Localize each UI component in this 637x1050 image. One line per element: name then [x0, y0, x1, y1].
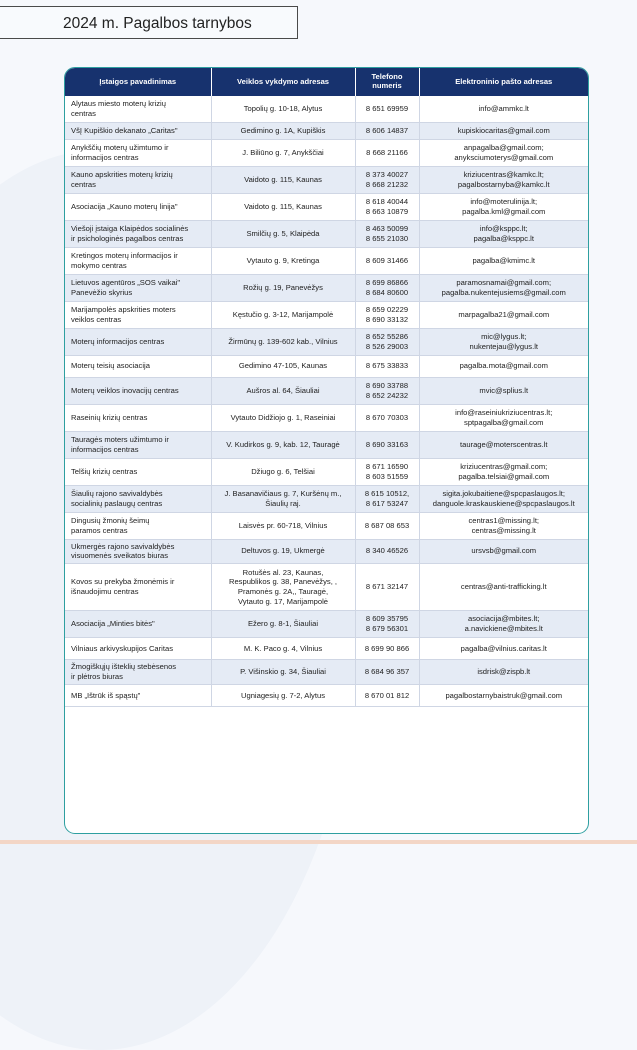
email-link[interactable]: a.navickiene@mbites.lt [464, 624, 543, 634]
phone-cell [355, 512, 419, 539]
institution-name-cell [65, 539, 211, 564]
email-link[interactable]: isdrisk@zispb.lt [477, 667, 531, 677]
email-link[interactable]: nukentejau@lygus.lt [469, 341, 538, 351]
address-line: Žirmūnų g. 139-602 kab., Vilnius [228, 336, 338, 346]
phone-cell [355, 247, 419, 274]
phones-line: 8 526 29003 [365, 341, 409, 351]
table-row [65, 355, 588, 377]
table-row [65, 512, 588, 539]
address-cell [211, 377, 355, 404]
table-header-row [65, 68, 588, 96]
name-line: Telšių krizių centras [71, 466, 138, 476]
name-line: Moterų teisių asociacija [71, 361, 150, 371]
phone-cell [355, 458, 419, 485]
address-cell [211, 458, 355, 485]
email-link[interactable]: pagalba@kmimc.lt [472, 255, 536, 265]
name-line: centras [71, 179, 96, 189]
name-line: VšĮ Kupiškio dekanato „Caritas" [71, 125, 178, 135]
phones-line: 8 663 10879 [365, 206, 409, 216]
phone-cell [355, 220, 419, 247]
address-line: V. Kudirkos g. 9, kab. 12, Tauragė [226, 439, 340, 449]
phones-line: 8 684 80600 [365, 287, 409, 297]
email-link[interactable]: kriziucentras@gmail.com; [460, 461, 548, 471]
institution-name-cell [65, 220, 211, 247]
phone-cell [355, 274, 419, 301]
table-row [65, 96, 588, 122]
name-line: Panevėžio skyrius [71, 287, 133, 297]
phones-line: 8 617 53247 [365, 498, 409, 508]
institution-name-cell [65, 404, 211, 431]
name-line: Kovos su prekyba žmonėmis ir [71, 577, 175, 587]
email-link[interactable]: info@ksppc.lt; [479, 223, 528, 233]
phone-cell [355, 431, 419, 458]
email-cell [419, 431, 588, 458]
institution-name-cell [65, 274, 211, 301]
phones-line: 8 609 35795 [365, 614, 409, 624]
name-line: Kauno apskrities moterų krizių [71, 169, 173, 179]
institution-name-cell [65, 660, 211, 685]
institution-name-cell [65, 328, 211, 355]
institution-name-cell [65, 122, 211, 139]
address-line: Džiugo g. 6, Telšiai [251, 466, 315, 476]
email-cell [419, 539, 588, 564]
email-cell [419, 328, 588, 355]
header-institution-name [65, 68, 211, 96]
table-row [65, 377, 588, 404]
header-label: Veiklos vykdymo adresas [236, 76, 330, 86]
address-line: Deltuvos g. 19, Ukmergė [241, 546, 325, 556]
email-cell [419, 564, 588, 611]
phones-line: 8 690 33132 [365, 314, 409, 324]
institution-name-cell [65, 431, 211, 458]
address-cell [211, 539, 355, 564]
email-link[interactable]: centras@anti-trafficking.lt [460, 582, 547, 592]
institution-name-cell [65, 139, 211, 166]
table-row [65, 301, 588, 328]
name-line: Vilniaus arkivyskupijos Caritas [71, 643, 173, 653]
table-row [65, 458, 588, 485]
institution-name-cell [65, 638, 211, 660]
email-link[interactable]: info@moterulinija.lt; [470, 196, 538, 206]
email-link[interactable]: info@raseiniukriziucentras.lt; [455, 407, 553, 417]
name-line: Žmogiškųjų išteklių stebėsenos [71, 662, 177, 672]
name-line: Šiaulių rajono savivaldybės [71, 488, 163, 498]
name-line: Alytaus miesto moterų krizių [71, 98, 166, 108]
email-cell [419, 166, 588, 193]
table-row [65, 611, 588, 638]
phones-line: 8 670 01 812 [364, 690, 410, 700]
phones-line: 8 670 70303 [365, 412, 409, 422]
email-cell [419, 355, 588, 377]
phones-line: 8 609 31466 [365, 255, 409, 265]
name-line: Moterų veiklos inovacijų centras [71, 385, 179, 395]
phones-line: 8 690 33163 [365, 439, 409, 449]
name-line: Marijampolės apskrities moters [71, 304, 176, 314]
name-line: Kretingos moterų informacijos ir [71, 250, 178, 260]
phone-cell [355, 638, 419, 660]
email-link[interactable]: centras@missing.lt [471, 525, 536, 535]
address-line: Rotušės al. 23, Kaunas, [242, 567, 324, 577]
address-line: P. Višinskio g. 34, Šiauliai [240, 667, 326, 677]
email-link[interactable]: pagalba@ksppc.lt [473, 233, 534, 243]
address-line: Ežero g. 8-1, Šiauliai [247, 619, 319, 629]
email-link[interactable]: paramosnamai@gmail.com; [456, 277, 552, 287]
header-label: Telefono [371, 72, 403, 82]
email-cell [419, 638, 588, 660]
address-line: Smilčių g. 5, Klaipėda [246, 228, 320, 238]
address-line: Vaidoto g. 115, Kaunas [244, 201, 322, 211]
name-line: Tauragės moters užimtumo ir [71, 434, 169, 444]
email-cell [419, 220, 588, 247]
phones-line: 8 668 21166 [366, 147, 408, 157]
email-cell [419, 247, 588, 274]
header-address [211, 68, 355, 96]
email-link[interactable]: kupiskiocaritas@gmail.com [457, 125, 550, 135]
address-cell [211, 139, 355, 166]
phone-cell [355, 684, 419, 706]
name-line: socialinių paslaugų centras [71, 498, 163, 508]
header-label: numeris [372, 81, 402, 90]
phones-line: 8 687 08 653 [364, 520, 410, 530]
phone-cell [355, 611, 419, 638]
phones-line: 8 690 33788 [365, 380, 409, 390]
phones-line: 8 699 86866 [365, 277, 409, 287]
table-row [65, 431, 588, 458]
email-link[interactable]: pagalbostarnybaistruk@gmail.com [445, 690, 563, 700]
phone-cell [355, 301, 419, 328]
email-link[interactable]: anpagalba@gmail.com; [463, 142, 544, 152]
phones-line: 8 684 96 357 [364, 667, 410, 677]
email-link[interactable]: sigita.jokubaitiene@spcpaslaugos.lt; [442, 488, 566, 498]
address-line: Šiaulių raj. [265, 498, 301, 508]
name-line: veiklos centras [71, 314, 122, 324]
address-cell [211, 274, 355, 301]
name-line: ir plėtros biuras [71, 672, 123, 682]
address-cell [211, 328, 355, 355]
phones-line: 8 655 21030 [365, 233, 409, 243]
email-link[interactable]: anyksciumoterys@gmail.com [454, 152, 554, 162]
institution-name-cell [65, 458, 211, 485]
table-row [65, 328, 588, 355]
email-cell [419, 611, 588, 638]
email-cell [419, 485, 588, 512]
name-line: Dingusių žmonių šeimų [71, 515, 150, 525]
email-link[interactable]: pagalba.mota@gmail.com [459, 361, 548, 371]
institution-name-cell [65, 485, 211, 512]
email-cell [419, 458, 588, 485]
phones-line: 8 671 32147 [365, 582, 409, 592]
institution-name-cell [65, 355, 211, 377]
services-table-container [64, 67, 589, 834]
header-email [419, 68, 588, 96]
email-cell [419, 660, 588, 685]
email-link[interactable]: kriziucentras@kamkc.lt; [463, 169, 544, 179]
bottom-strip [0, 840, 637, 844]
address-line: Respublikos g. 38, Panevėžys, , [228, 577, 338, 587]
phones-line: 8 679 56301 [365, 624, 409, 634]
phones-line: 8 668 21232 [365, 179, 409, 189]
phone-cell [355, 564, 419, 611]
name-line: Anykščių moterų užimtumo ir [71, 142, 169, 152]
table-body [65, 96, 588, 706]
table-row [65, 684, 588, 706]
phones-line: 8 652 24232 [365, 390, 409, 400]
table-row [65, 122, 588, 139]
phones-line: 8 651 69959 [365, 103, 409, 113]
address-line: Aušros al. 64, Šiauliai [246, 385, 320, 395]
institution-name-cell [65, 193, 211, 220]
address-cell [211, 404, 355, 431]
address-line: M. K. Paco g. 4, Vilnius [243, 643, 323, 653]
table-row [65, 247, 588, 274]
email-cell [419, 301, 588, 328]
address-cell [211, 166, 355, 193]
name-line: išnaudojimu centras [71, 587, 139, 597]
phone-cell [355, 377, 419, 404]
phones-line: 8 659 02229 [365, 304, 409, 314]
institution-name-cell [65, 247, 211, 274]
phones-line: 8 603 51559 [365, 471, 409, 481]
address-line: Rožių g. 19, Panevėžys [243, 282, 323, 292]
email-cell [419, 139, 588, 166]
email-link[interactable]: danguole.kraskauskiene@spcpaslaugos.lt [432, 498, 575, 508]
phones-line: 8 699 90 866 [364, 643, 410, 653]
address-line: Vytauto Didžiojo g. 1, Raseiniai [230, 412, 336, 422]
name-line: Raseinių krizių centras [71, 412, 148, 422]
name-line: Viešoji įstaiga Klaipėdos socialinės [71, 223, 189, 233]
address-line: Topolių g. 10-18, Alytus [243, 103, 323, 113]
name-line: ir psichologinės pagalbos centras [71, 233, 184, 243]
email-cell [419, 377, 588, 404]
table-row [65, 193, 588, 220]
email-link[interactable]: sptpagalba@gmail.com [464, 417, 544, 427]
name-line: paramos centras [71, 525, 128, 535]
phones-line: 8 606 14837 [365, 125, 409, 135]
phones-line: 8 618 40044 [365, 196, 409, 206]
table-row [65, 166, 588, 193]
address-line: Vytauto g. 9, Kretinga [246, 255, 320, 265]
address-line: Pramonės g. 2A,, Tauragė, [237, 587, 329, 597]
email-link[interactable]: mvic@splius.lt [479, 385, 529, 395]
name-line: Ukmergės rajono savivaldybės [71, 541, 175, 551]
table-row [65, 404, 588, 431]
phone-cell [355, 485, 419, 512]
address-cell [211, 485, 355, 512]
phones-line: 8 615 10512, [364, 488, 410, 498]
phones-line: 8 675 33833 [365, 361, 409, 371]
phones-line: 8 373 40027 [365, 169, 409, 179]
email-link[interactable]: asociacija@mbites.lt; [468, 614, 540, 624]
phone-cell [355, 328, 419, 355]
email-cell [419, 404, 588, 431]
email-link[interactable]: taurage@moterscentras.lt [460, 439, 548, 449]
institution-name-cell [65, 512, 211, 539]
phones-line: 8 463 50099 [365, 223, 409, 233]
email-link[interactable]: pagalba.telsiai@gmail.com [458, 471, 550, 481]
address-line: Vaidoto g. 115, Kaunas [244, 174, 322, 184]
address-line: Vytauto g. 17, Marijampolė [237, 597, 329, 607]
email-link[interactable]: pagalba.nukentejusiems@gmail.com [441, 287, 566, 297]
email-cell [419, 512, 588, 539]
email-link[interactable]: pagalba.kml@gmail.com [462, 206, 546, 216]
institution-name-cell [65, 166, 211, 193]
name-line: Asociacija „Minties bitės" [71, 619, 155, 629]
address-cell [211, 247, 355, 274]
address-cell [211, 355, 355, 377]
address-cell [211, 684, 355, 706]
address-cell [211, 301, 355, 328]
phone-cell [355, 193, 419, 220]
address-cell [211, 96, 355, 122]
phone-cell [355, 139, 419, 166]
phone-cell [355, 355, 419, 377]
address-line: Ugniagesių g. 7-2, Alytus [240, 690, 325, 700]
table-row [65, 638, 588, 660]
phone-cell [355, 96, 419, 122]
email-link[interactable]: pagalba@vilnius.caritas.lt [460, 643, 547, 653]
address-cell [211, 611, 355, 638]
name-line: visuomenės sveikatos biuras [71, 551, 169, 561]
address-cell [211, 431, 355, 458]
address-line: Laisvės pr. 60-718, Vilnius [238, 520, 328, 530]
email-link[interactable]: marpagalba21@gmail.com [458, 309, 550, 319]
address-cell [211, 638, 355, 660]
address-line: J. Basanavičiaus g. 7, Kuršėnų m., [224, 488, 342, 498]
table-row [65, 539, 588, 564]
phone-cell [355, 404, 419, 431]
table-row [65, 139, 588, 166]
address-cell [211, 122, 355, 139]
email-cell [419, 684, 588, 706]
phone-cell [355, 122, 419, 139]
header-phone [355, 68, 419, 96]
institution-name-cell [65, 377, 211, 404]
institution-name-cell [65, 684, 211, 706]
phone-cell [355, 539, 419, 564]
email-cell [419, 193, 588, 220]
name-line: informacijos centras [71, 444, 139, 454]
address-cell [211, 220, 355, 247]
email-link[interactable]: pagalbostarnyba@kamkc.lt [457, 179, 550, 189]
email-link[interactable]: ursvsb@gmail.com [471, 546, 537, 556]
email-cell [419, 274, 588, 301]
page-title: 2024 m. Pagalbos tarnybos [63, 15, 252, 32]
services-table [65, 68, 588, 707]
name-line: MB „Ištrūk iš spąstų" [71, 690, 141, 700]
table-row [65, 220, 588, 247]
name-line: informacijos centras [71, 152, 139, 162]
email-cell [419, 96, 588, 122]
phones-line: 8 652 55286 [365, 331, 409, 341]
email-link[interactable]: info@ammkc.lt [478, 103, 529, 113]
table-row [65, 485, 588, 512]
institution-name-cell [65, 301, 211, 328]
address-line: Gedimino 47-105, Kaunas [238, 361, 328, 371]
table-row [65, 564, 588, 611]
table-row [65, 660, 588, 685]
phone-cell [355, 166, 419, 193]
address-line: Gedimino g. 1A, Kupiškis [240, 125, 326, 135]
email-link[interactable]: centras1@missing.lt; [468, 515, 540, 525]
email-link[interactable]: mic@lygus.lt; [481, 331, 527, 341]
phone-cell [355, 660, 419, 685]
name-line: mokymo centras [71, 260, 127, 270]
address-line: J. Biliūno g. 7, Anykščiai [242, 147, 324, 157]
name-line: Moterų informacijos centras [71, 336, 165, 346]
header-label: Įstaigos pavadinimas [99, 76, 177, 86]
name-line: Lietuvos agentūros „SOS vaikai" [71, 277, 181, 287]
institution-name-cell [65, 564, 211, 611]
institution-name-cell [65, 96, 211, 122]
page-title-box [0, 6, 298, 39]
institution-name-cell [65, 611, 211, 638]
header-label: Elektroninio pašto adresas [455, 76, 553, 86]
name-line: centras [71, 108, 96, 118]
address-cell [211, 512, 355, 539]
phones-line: 8 671 16590 [365, 461, 409, 471]
table-row [65, 274, 588, 301]
email-cell [419, 122, 588, 139]
name-line: Asociacija „Kauno moterų linija" [71, 201, 178, 211]
address-cell [211, 564, 355, 611]
phones-line: 8 340 46526 [365, 546, 409, 556]
address-cell [211, 193, 355, 220]
address-line: Kęstučio g. 3-12, Marijampolė [232, 309, 334, 319]
address-cell [211, 660, 355, 685]
